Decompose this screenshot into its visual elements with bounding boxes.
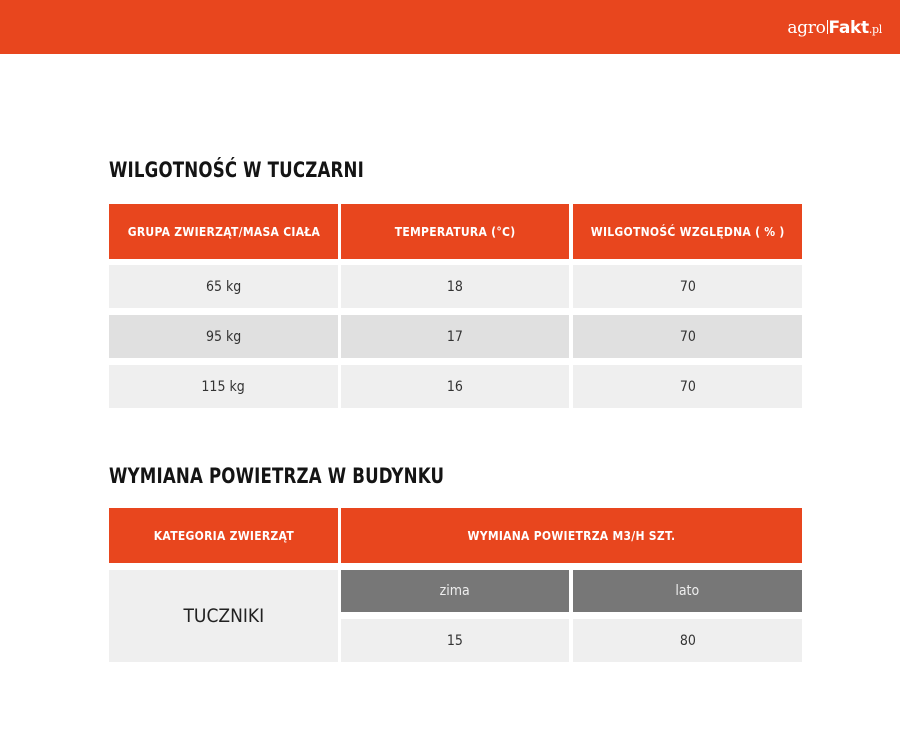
t2-header-ventilation-label: WYMIANA POWIETRZA M3/H SZT.: [467, 528, 676, 543]
t2-value-summer-text: 80: [679, 632, 696, 649]
t1-row1-group: [109, 265, 338, 308]
t2-subheader-summer-text: lato: [675, 583, 700, 599]
t1-header-humidity: [573, 204, 802, 259]
t1-row1-humidity: [573, 265, 802, 308]
t1-header-group: [109, 204, 338, 259]
logo-text-tld: .pl: [868, 23, 882, 36]
t1-row2-temperature-text: 17: [446, 328, 464, 345]
t2-value-winter: [341, 619, 569, 662]
t1-header-temperature-label: TEMPERATURA (°C): [394, 224, 516, 239]
top-bar: [0, 0, 900, 54]
t2-category-cell: [109, 570, 338, 662]
t2-header-ventilation: [341, 508, 802, 563]
t1-row2-humidity: [573, 315, 802, 358]
t1-row2-group: [109, 315, 338, 358]
t1-header-humidity-label: WILGOTNOŚĆ WZGLĘDNA ( % ): [590, 224, 785, 239]
t2-subheader-winter-text: zima: [439, 583, 471, 599]
t2-category-text: TUCZNIKI: [183, 605, 264, 627]
t1-row3-temperature: [341, 365, 569, 408]
logo-text-agro: agro: [787, 18, 826, 38]
logo-text-fakt: Fakt: [828, 18, 869, 38]
t1-row3-humidity: [573, 365, 802, 408]
t1-row1-temperature-text: 18: [446, 278, 464, 295]
t2-subheader-summer: [573, 570, 802, 612]
t1-row2-temperature: [341, 315, 569, 358]
t1-row3-group: [109, 365, 338, 408]
t1-header-temperature: [341, 204, 569, 259]
t1-row2-humidity-text: 70: [679, 328, 696, 345]
t1-header-group-label: GRUPA ZWIERZĄT/MASA CIAŁA: [127, 224, 320, 239]
t1-row1-group-text: 65 kg: [205, 278, 242, 295]
t1-row3-temperature-text: 16: [446, 378, 464, 395]
ventilation-table-title: WYMIANA POWIETRZA W BUDYNKU: [109, 464, 445, 488]
t2-subheader-winter: [341, 570, 569, 612]
t1-row3-group-text: 115 kg: [201, 378, 246, 395]
t2-value-winter-text: 15: [446, 632, 464, 649]
t2-header-category: [109, 508, 338, 563]
t2-header-category-label: KATEGORIA ZWIERZĄT: [153, 528, 294, 543]
t1-row1-humidity-text: 70: [679, 278, 696, 295]
agrofakt-logo[interactable]: [787, 18, 882, 38]
t1-row3-humidity-text: 70: [679, 378, 696, 395]
t2-value-summer: [573, 619, 802, 662]
t1-row2-group-text: 95 kg: [205, 328, 242, 345]
humidity-table-title: WILGOTNOŚĆ W TUCZARNI: [109, 158, 364, 182]
logo-separator: [827, 20, 828, 34]
t1-row1-temperature: [341, 265, 569, 308]
